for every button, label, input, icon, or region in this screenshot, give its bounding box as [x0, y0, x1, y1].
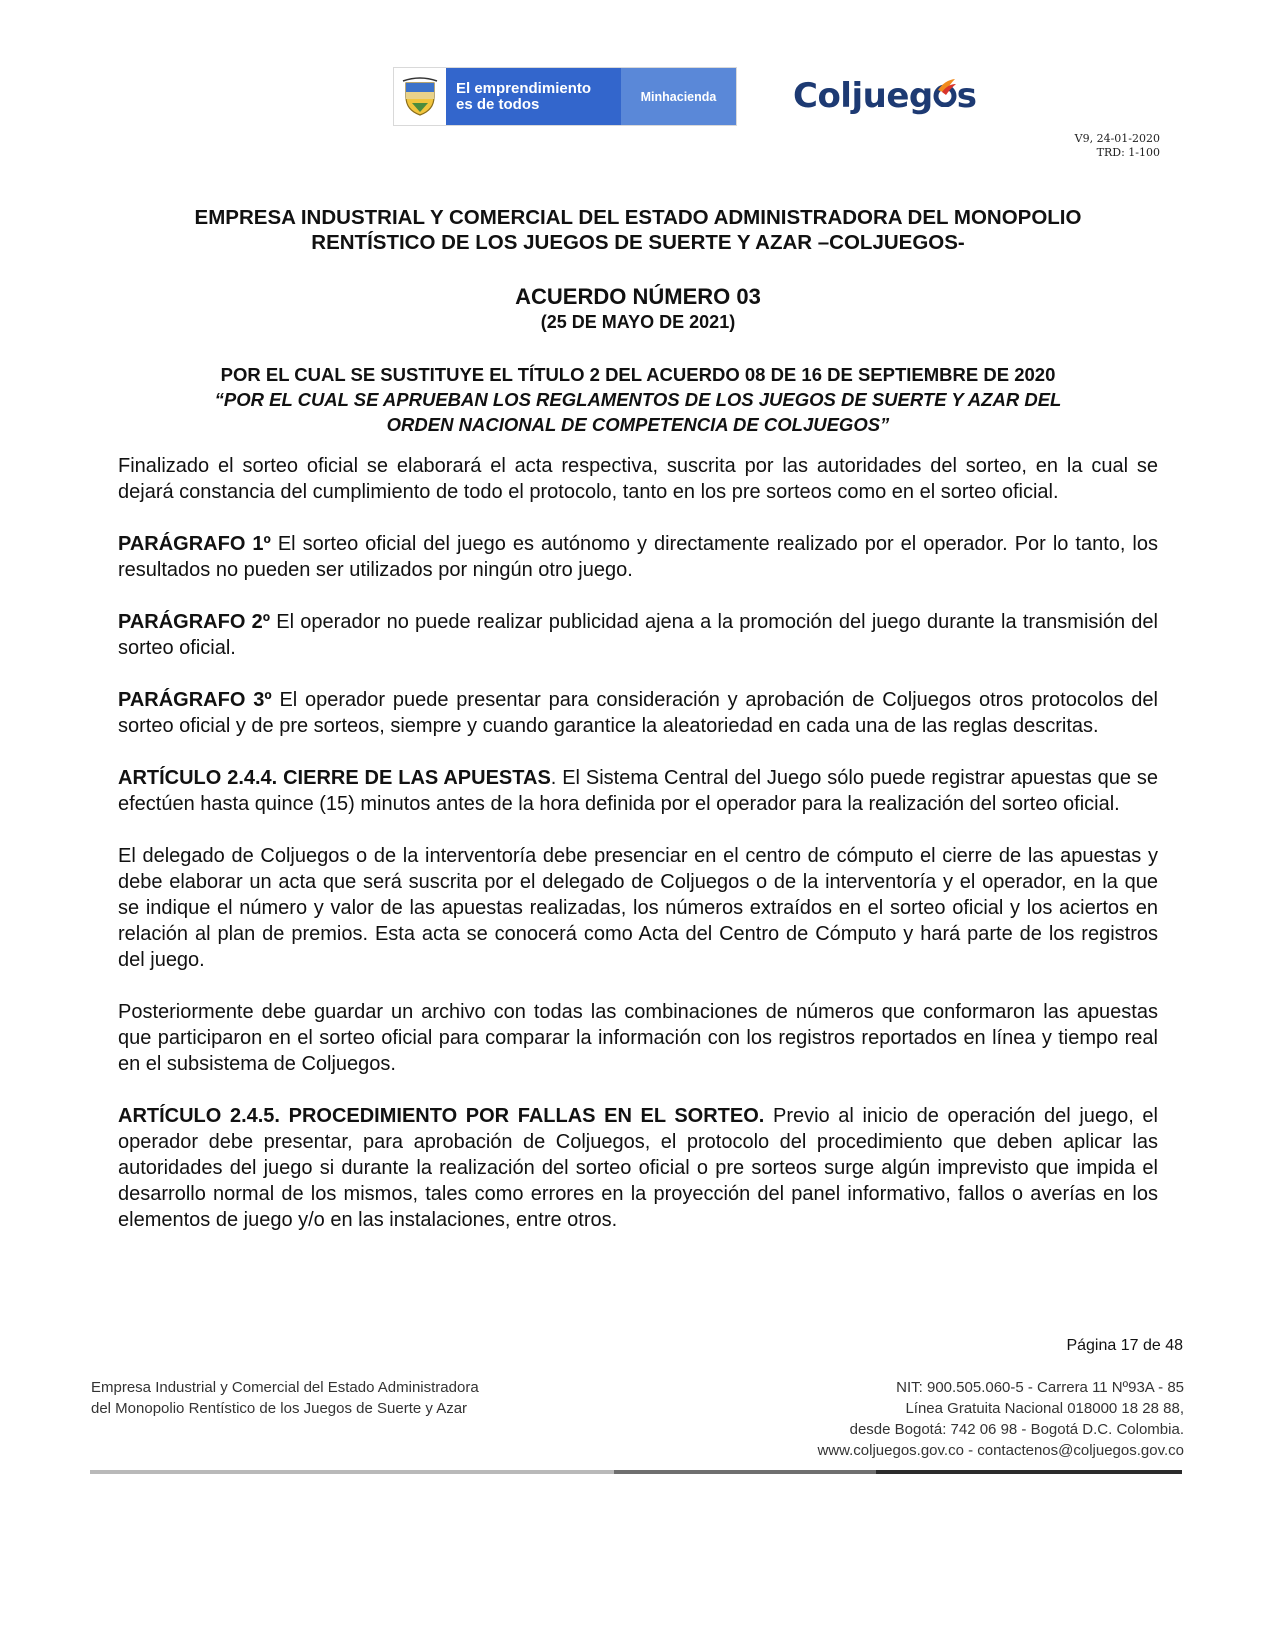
brand-prefix: Coljueg [793, 76, 933, 116]
paragraph-7: Posteriormente debe guardar un archivo con todas las combinaciones de números que conformaron las apuestas que participaron en el sorteo oficial para comparar la información con los registros reportados en línea y tiempo real en el subsistema de Coljuegos. [118, 1001, 1158, 1075]
footer-contact [817, 1377, 1184, 1461]
paragraph-4 [118, 687, 1158, 739]
footer-divider-light [90, 1470, 614, 1474]
org-line1: EMPRESA INDUSTRIAL Y COMERCIAL DEL ESTADO ADMINISTRADORA DEL MONOPOLIO [194, 206, 1082, 229]
document-body [118, 453, 1158, 1259]
footer-divider-dark [876, 1470, 1182, 1474]
footer-contact-links[interactable]: www.coljuegos.gov.co - contactenos@coljuegos.gov.co [817, 1442, 1184, 1459]
article-2-4-5-text: Previo al inicio de operación del juego, el operador debe presentar, para aprobación de Coljuegos, el protocolo del procedimiento que deben aplicar las autoridades del juego si durante la realización del sorteo oficial o pre sorteos surge algún imprevisto que impida el desarrollo normal de los mismos, tales como errores en la proyección del panel informativo, fallos o averías en los elementos de juego y/o en las instalaciones, entre otros. [118, 1105, 1158, 1231]
article-2-4-5-label: ARTÍCULO 2.4.5. PROCEDIMIENTO POR FALLAS EN EL SORTEO. [118, 1105, 765, 1127]
paragraph-3-label: PARÁGRAFO 2º [118, 611, 271, 633]
paragraph-6: El delegado de Coljuegos o de la interventoría debe presenciar en el centro de cómputo el cierre de las apuestas y debe elaborar un acta que será suscrita por el delegado de Coljuegos o de la interventoría y el operador, en la que se indique el número y valor de las apuestas realizadas, los números extraídos en el sorteo oficial y los aciertos en relación al plan de premios. Esta acta se conocerá como Acta del Centro de Cómputo y hará parte de los registros del juego. [118, 845, 1158, 971]
footer-entity [91, 1377, 479, 1419]
gov-logo [393, 67, 737, 126]
organization-title [100, 205, 1176, 255]
brand-suffix: s [956, 76, 977, 116]
agreement-number: ACUERDO NÚMERO 03 [515, 284, 761, 309]
paragraph-3 [118, 609, 1158, 661]
paragraph-2 [118, 531, 1158, 583]
footer-right-line3: desde Bogotá: 742 06 98 - Bogotá D.C. Colombia. [849, 1421, 1184, 1438]
article-2-4-4-label: ARTÍCULO 2.4.4. CIERRE DE LAS APUESTAS [118, 767, 551, 789]
footer-left-line2: del Monopolio Rentístico de los Juegos de Suerte y Azar [91, 1400, 468, 1417]
gov-slogan [446, 68, 621, 125]
gov-slogan-line2: es de todos [456, 95, 540, 113]
paragraph-4-text: El operador puede presentar para consideración y aprobación de Coljuegos otros protocolos del sorteo oficial y de pre sorteos, siempre y cuando garantice la aleatoriedad en cada una de las reglas descritas. [118, 689, 1158, 737]
subject-line3: ORDEN NACIONAL DE COMPETENCIA DE COLJUEGOS” [386, 414, 890, 435]
brand-swoosh-icon [933, 76, 957, 116]
agreement-date: (25 DE MAYO DE 2021) [540, 312, 736, 332]
page-number: Página 17 de 48 [1066, 1337, 1183, 1354]
paragraph-1: Finalizado el sorteo oficial se elaborará el acta respectiva, suscrita por las autoridades del sorteo, en la cual se dejará constancia del cumplimiento de todo el protocolo, tanto en los pre sorteos como en el sorteo oficial. [118, 455, 1158, 503]
footer-divider [90, 1470, 1182, 1474]
article-2-4-4 [118, 765, 1158, 817]
paragraph-4-label: PARÁGRAFO 3º [118, 689, 272, 711]
paragraph-3-text: El operador no puede realizar publicidad ajena a la promoción del juego durante la transmisión del sorteo oficial. [118, 611, 1158, 659]
coat-of-arms-icon [394, 68, 446, 125]
ministry-label: Minhacienda [621, 68, 736, 125]
version-info [1075, 132, 1160, 160]
footer-divider-mid [614, 1470, 876, 1474]
paragraph-2-label: PARÁGRAFO 1º [118, 533, 271, 555]
footer-right-line2: Línea Gratuita Nacional 018000 18 28 88, [905, 1400, 1184, 1417]
paragraph-2-text: El sorteo oficial del juego es autónomo y directamente realizado por el operador. Por lo tanto, los resultados no pueden ser utilizados por ningún otro juego. [118, 533, 1158, 581]
article-2-4-4-text: . El Sistema Central del Juego sólo puede registrar apuestas que se efectúen hasta quince (15) minutos antes de la hora definida por el operador para la realización del sorteo oficial. [118, 767, 1158, 815]
footer-right-line1: NIT: 900.505.060-5 - Carrera 11 Nº93A - 85 [896, 1379, 1184, 1396]
agreement-subject [100, 362, 1176, 437]
subject-line2: “POR EL CUAL SE APRUEBAN LOS REGLAMENTOS DE LOS JUEGOS DE SUERTE Y AZAR DEL [214, 389, 1062, 410]
footer-left-line1: Empresa Industrial y Comercial del Estado Administradora [91, 1379, 479, 1396]
gov-slogan-line1: El emprendimiento [456, 79, 592, 97]
subject-line1: POR EL CUAL SE SUSTITUYE EL TÍTULO 2 DEL ACUERDO 08 DE 16 DE SEPTIEMBRE DE 2020 [220, 364, 1056, 385]
coljuegos-logo [793, 74, 976, 118]
trd-label: TRD: 1-100 [1096, 146, 1160, 159]
org-line2: RENTÍSTICO DE LOS JUEGOS DE SUERTE Y AZAR –COLJUEGOS- [311, 231, 965, 254]
version-label: V9, 24-01-2020 [1074, 132, 1160, 145]
article-2-4-5 [118, 1103, 1158, 1233]
